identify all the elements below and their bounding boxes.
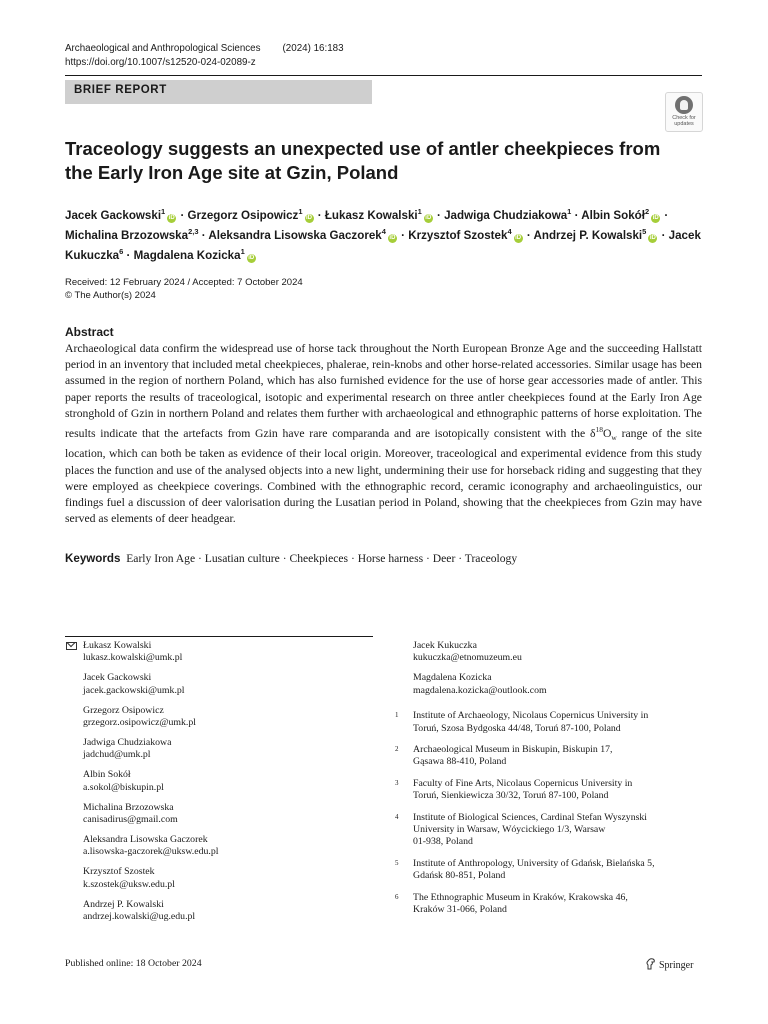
author-list: Jacek Gackowski$^1$iD · Grzegorz Osipowicz$^1$iD · Łukasz Kowalski$^1$iD · Jadwiga Chudziakowa$^1$ · Albin Sokół$^2$iD · Michalina Brzozowska$^{2,3}$ · Aleksandra Lisowska Gaczorek$^4$iD · Krzysztof Szostek$^4$iD · Andrzej P. Kowalski$^5$iD · Jacek Kukuczka$^6$ · Magdalena Kozicka$^1$iD: [65, 207, 701, 262]
contact-entry: Jacek Gackowski jacek.gackowski@umk.pl: [65, 672, 375, 697]
contact-entry: Andrzej P. Kowalski andrzej.kowalski@ug.edu.pl: [65, 899, 375, 924]
email-link[interactable]: lukasz.kowalski@umk.pl: [83, 652, 183, 664]
affiliation: 3 Faculty of Fine Arts, Nicolaus Copernicus University in Toruń, Sienkiewicza 30/32, Toruń 87-100, Poland: [395, 777, 633, 802]
published-online: Published online: 18 October 2024: [65, 958, 202, 969]
contact-entry: Michalina Brzozowska canisadirus@gmail.com: [65, 802, 375, 827]
keywords-label: Keywords: [65, 552, 121, 565]
contact-entry: Albin Sokół a.sokol@biskupin.pl: [65, 769, 375, 794]
abstract-heading: Abstract: [65, 325, 114, 339]
contact-entry: Magdalena Kozicka magdalena.kozicka@outlook.com: [395, 672, 715, 697]
author[interactable]: Andrzej P. Kowalski$^5$iD: [533, 226, 656, 242]
abstract-body: Archaeological data confirm the widespread use of horse tack throughout the North European Bronze Age and the succeeding Hallstatt period in an inventory that included metal cheekpieces, phalerae, rein-knobs and other horse-related accessories. Similar usage has been assumed in the region of northern Poland, which has also furnished evidence for the use of horse gear accessories made of antler. This paper reports the results of traceological, isotopic and experimental research on three antler cheekpieces found at the Early Iron Age stronghold of Gzin in northern Poland and relates them further with archaeological and ethnographic patterns of horse exploitation. The results indicate that the artefacts from Gzin have rare comparanda and are isotopically consistent with the $\delta^{18}O_w$ range of the site location, which can both be taken as evidence of their local origin. Moreover, traceological and experimental evidence from this study places the function and use of the analysed objects into a new light, undermining their use for horseback riding and suggesting that they were employed as cheekpiece coverings. Combined with the ethnographic record, ceramic iconography and archaeolinguistics, our findings fuel a discussion of deer valorisation during the Lusatian period in Poland, showing that the cheekpieces from Gzin may have served as elements of deer headgear.: [65, 342, 702, 526]
email-link[interactable]: canisadirus@gmail.com: [83, 813, 178, 825]
publisher-name: Springer: [659, 960, 694, 971]
contact-entry: Jacek Kukuczka kukuczka@etnomuzeum.eu: [395, 640, 715, 665]
author[interactable]: Krzysztof Szostek$^4$iD: [408, 226, 522, 242]
article-type-label: BRIEF REPORT: [74, 84, 167, 96]
footnote-divider: [65, 636, 373, 637]
check-updates-badge[interactable]: [665, 92, 703, 132]
envelope-icon: [66, 642, 77, 650]
author[interactable]: Łukasz Kowalski$^1$iD: [324, 207, 432, 222]
orcid-icon[interactable]: iD: [652, 214, 659, 221]
email-link[interactable]: magdalena.kozicka@outlook.com: [413, 684, 547, 696]
email-link[interactable]: andrzej.kowalski@ug.edu.pl: [83, 910, 196, 922]
author[interactable]: Jacek Kukuczka$^6$: [65, 228, 701, 262]
affiliation: 5 Institute of Anthropology, University of Gdańsk, Bielańska 5, Gdańsk 80-851, Poland: [395, 857, 655, 882]
orcid-icon[interactable]: iD: [515, 234, 522, 241]
contact-entry: Łukasz Kowalski lukasz.kowalski@umk.pl: [65, 640, 375, 665]
email-link[interactable]: a.sokol@biskupin.pl: [83, 781, 164, 793]
article-title: Traceology suggests an unexpected use of antler cheekpieces from the Early Iron Age site at Gzin, Poland: [65, 138, 661, 183]
orcid-icon[interactable]: iD: [425, 214, 432, 221]
author[interactable]: Michalina Brzozowska$^{2,3}$: [65, 226, 199, 242]
email-link[interactable]: grzegorz.osipowicz@umk.pl: [83, 717, 196, 729]
email-link[interactable]: a.lisowska-gaczorek@uksw.edu.pl: [83, 846, 219, 858]
email-link[interactable]: jadchud@umk.pl: [83, 749, 151, 761]
keyword: Early Iron Age: [126, 552, 196, 565]
doi-link[interactable]: https://doi.org/10.1007/s12520-024-02089-z: [65, 57, 256, 68]
copyright: © The Author(s) 2024: [65, 290, 156, 301]
affiliation: 6 The Ethnographic Museum in Kraków, Krakowska 46, Kraków 31-066, Poland: [395, 891, 628, 915]
keywords: Keywords Early Iron Age · Lusatian culture · Cheekpieces · Horse harness · Deer · Traceology: [65, 552, 518, 565]
email-link[interactable]: jacek.gackowski@umk.pl: [83, 684, 185, 696]
email-link[interactable]: k.szostek@uksw.edu.pl: [83, 878, 175, 890]
orcid-icon[interactable]: iD: [649, 234, 656, 241]
contact-entry: Jadwiga Chudziakowa jadchud@umk.pl: [65, 737, 375, 762]
orcid-icon[interactable]: iD: [389, 234, 396, 241]
header-divider: [65, 75, 702, 76]
keyword: Horse harness: [357, 552, 424, 565]
received-accepted: Received: 12 February 2024 / Accepted: 7 October 2024: [65, 277, 303, 288]
check-updates-icon: [675, 96, 693, 114]
affiliation: 1 Institute of Archaeology, Nicolaus Copernicus University in Toruń, Szosa Bydgoska 44/48, Toruń 87-100, Poland: [395, 710, 649, 734]
affiliation: 4 Institute of Biological Sciences, Cardinal Stefan Wyszynski University in Warsaw, Wóycickiego 1/3, Warsaw 01-938, Poland: [395, 811, 648, 848]
orcid-icon[interactable]: iD: [168, 214, 175, 221]
contacts-right: [395, 640, 715, 925]
email-link[interactable]: kukuczka@etnomuzeum.eu: [413, 652, 522, 664]
publisher-logo[interactable]: [645, 958, 693, 971]
keyword: Lusatian culture: [204, 552, 280, 565]
journal-name: Archaeological and Anthropological Sciences: [65, 43, 261, 54]
keyword: Traceology: [464, 552, 518, 565]
orcid-icon[interactable]: iD: [306, 214, 313, 221]
author[interactable]: Jacek Gackowski$^1$iD: [65, 207, 175, 222]
journal-header: [65, 42, 344, 70]
affiliation: 2 Archaeological Museum in Biskupin, Biskupin 17, Gąsawa 88-410, Poland: [395, 743, 613, 768]
keyword: Deer: [432, 552, 456, 565]
contact-entry: Grzegorz Osipowicz grzegorz.osipowicz@umk.pl: [65, 705, 375, 730]
article-dates: [65, 276, 303, 302]
journal-citation: (2024) 16:183: [282, 43, 344, 54]
orcid-icon[interactable]: iD: [248, 254, 255, 261]
contacts-left: [65, 640, 375, 931]
author[interactable]: Jadwiga Chudziakowa$^1$: [444, 207, 572, 222]
author[interactable]: Albin Sokół$^2$iD: [581, 207, 659, 222]
contact-entry: Aleksandra Lisowska Gaczorek a.lisowska-gaczorek@uksw.edu.pl: [65, 834, 375, 859]
author[interactable]: Magdalena Kozicka$^1$iD: [133, 246, 255, 262]
author[interactable]: Grzegorz Osipowicz$^1$iD: [187, 207, 313, 222]
article-type-band: [65, 80, 372, 104]
contact-entry: Krzysztof Szostek k.szostek@uksw.edu.pl: [65, 866, 375, 891]
keyword: Cheekpieces: [289, 552, 349, 565]
check-updates-label: Check for updates: [672, 115, 696, 127]
author[interactable]: Aleksandra Lisowska Gaczorek$^4$iD: [208, 226, 396, 242]
springer-horse-icon: [645, 958, 656, 970]
